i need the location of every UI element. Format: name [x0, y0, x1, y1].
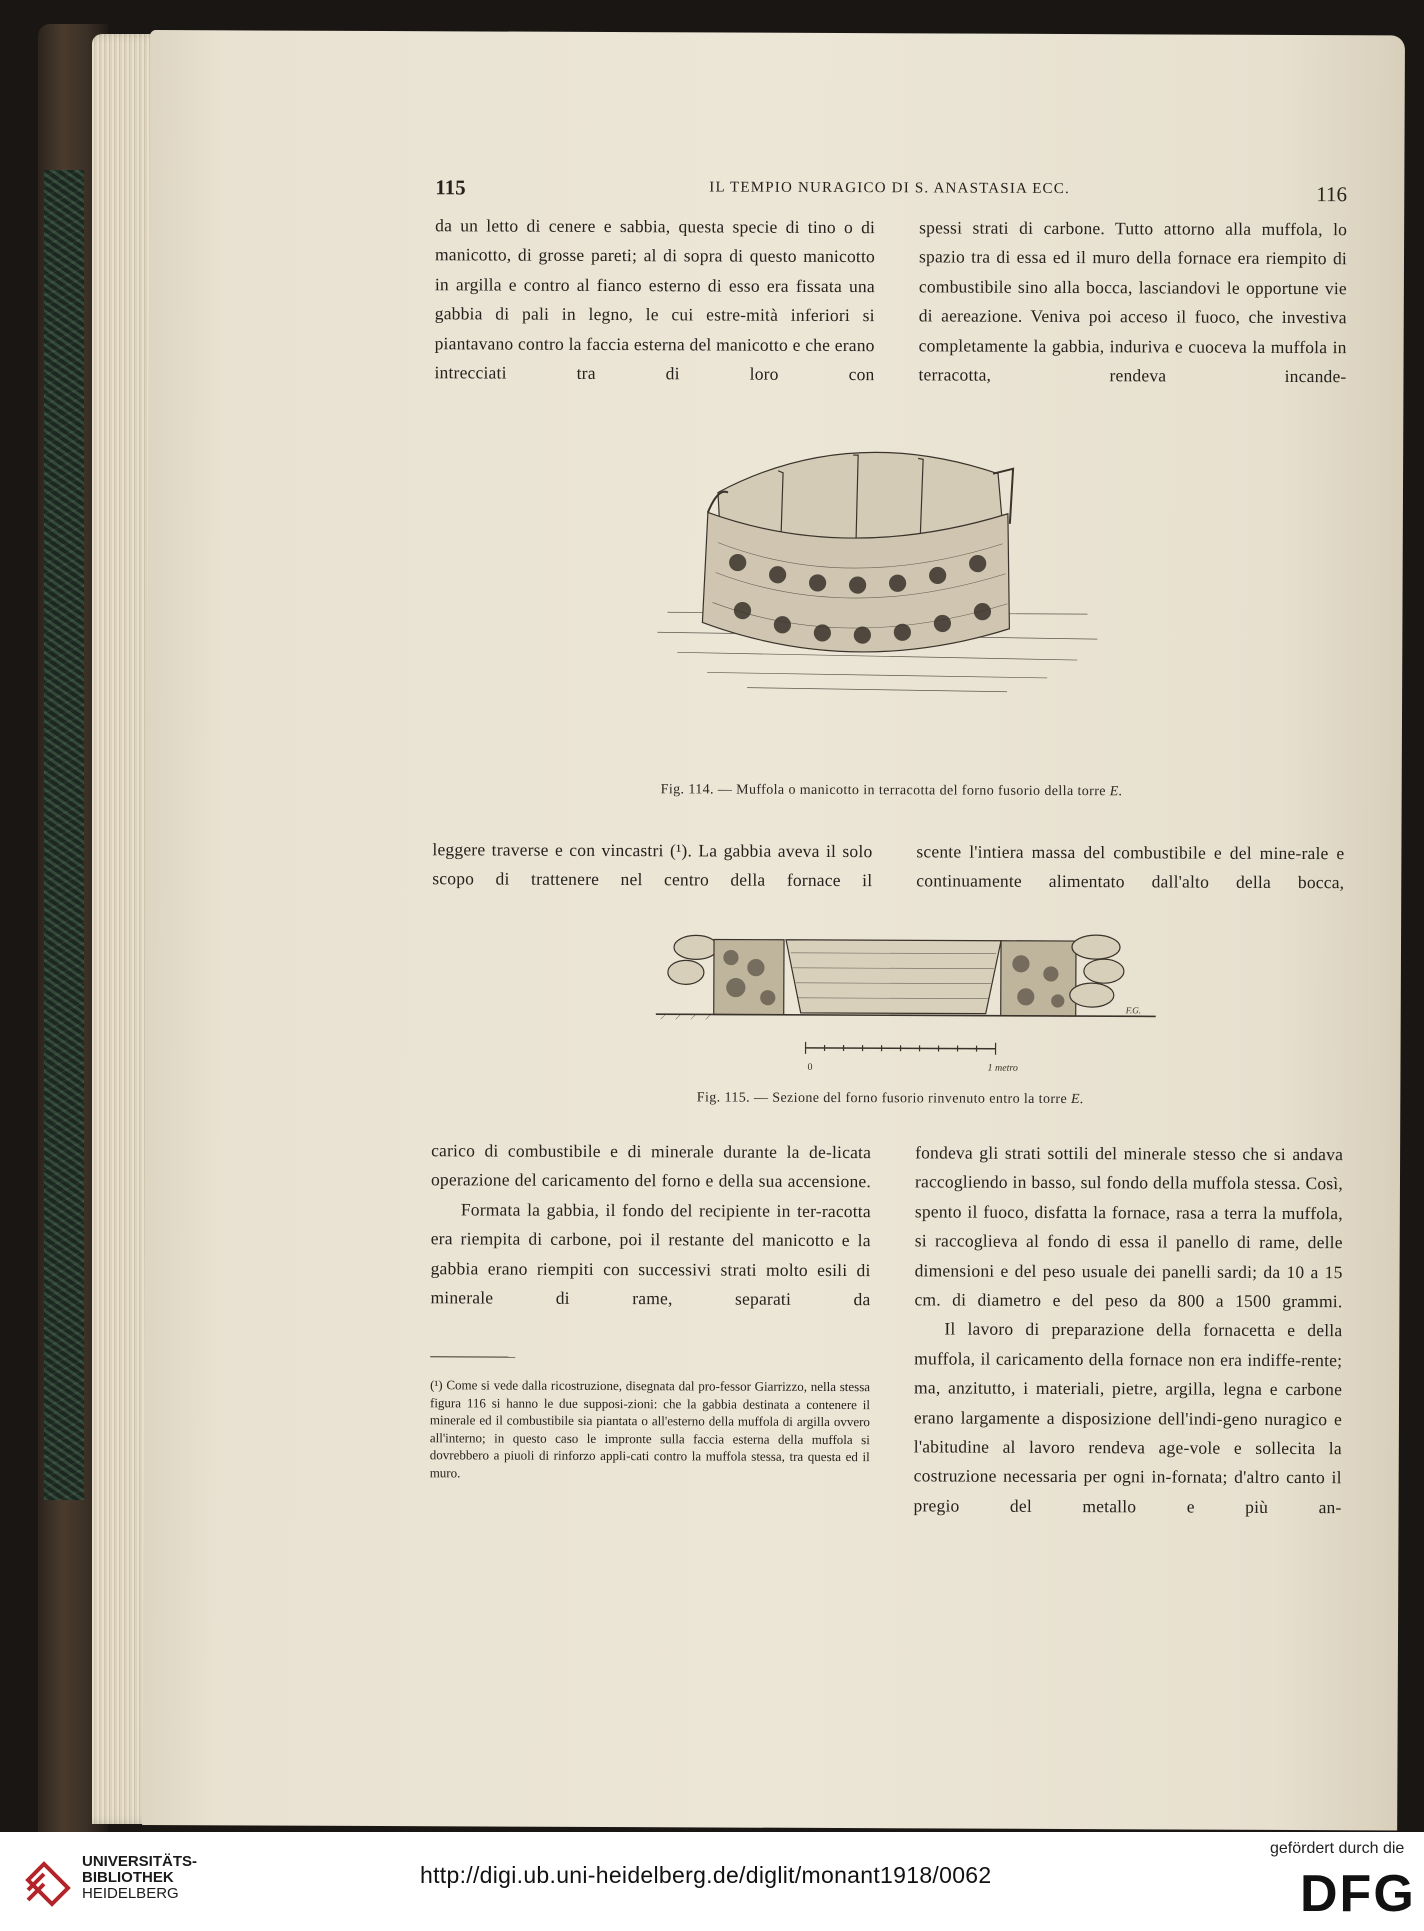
column-left-top: da un letto di cenere e sabbia, questa specie di tino o di manicotto, di grosse pareti; al di sopra di questo manicotto in argilla e contro al fianco esterno di esso era fissata una gabbia di pali in legno, le cui estre-mità inferiori si piantavano contro la faccia esterna del manicotto e che erano intrecciati tra di loro con — [434, 215, 876, 385]
library-name-line-3: HEIDELBERG — [82, 1885, 179, 1902]
book-page — [142, 30, 1405, 1830]
library-name-line-1: UNIVERSITÄTS- — [82, 1853, 198, 1870]
column-left-middle: leggere traverse e con vincastri (¹). La gabbia aveva il solo scopo di trattenere nel centro della fornace il — [432, 839, 873, 891]
figure-114-muffle-illustration — [647, 432, 1108, 704]
figure-115-label: Fig. 115. — — [696, 1090, 769, 1106]
paragraph-left-1: carico di combustibile e di minerale durante la de-licata operazione del caricamento del forno e della sua accensione. — [430, 1140, 872, 1192]
figure-115-furnace-section — [655, 927, 1156, 1079]
paragraph-right-2: Il lavoro di preparazione della fornacetta e della muffola, il caricamento della fornace non era indiffe-rente; ma, anzitutto, i materiali, pietre, argilla, legna e carbone erano largamente a disposizione dell'indi-geno nuragico e l'abitudine al lavoro rendeva age-vole e sollecita la costruzione necessaria per ogni in-fornata; d'altro canto il pregio del metallo e più an- — [913, 1318, 1343, 1518]
paragraph-right-1: fondeva gli strati sottili del minerale stesso che si andava raccogliendo in basso, sul fondo della muffola stessa. Così, spento il fuoco, disfatta la fornace, rasa a terra la muffola, si raccoglieva al fondo di essa il panello di rame, delle dimensioni e del peso usuale dei panelli sardi; da 10 a 15 cm. di diametro e del peso da 800 a 1500 grammi. — [914, 1142, 1344, 1312]
figure-114-caption — [437, 781, 1347, 801]
scale-unit: 1 metro — [987, 1062, 1018, 1074]
page-number-right: 116 — [1316, 182, 1348, 207]
figure-114-letter: E. — [1109, 784, 1123, 800]
column-right-bottom — [914, 1138, 1344, 1522]
library-logo-icon — [22, 1850, 74, 1912]
marbled-endpaper — [44, 170, 84, 1500]
figure-115-letter: E. — [1070, 1092, 1084, 1108]
scale-zero: 0 — [807, 1061, 813, 1073]
funding-label: gefördert durch die — [1270, 1840, 1405, 1857]
library-name-line-2: BIBLIOTHEK — [82, 1869, 174, 1886]
figure-115-caption — [435, 1089, 1345, 1109]
column-left-bottom — [430, 1136, 871, 1314]
paragraph-left-2: Formata la gabbia, il fondo del recipiente in ter-racotta era riempita di carbone, poi il restante del manicotto e la gabbia erano riempiti con successivi strati molto esili di minerale di rame, separati da — [430, 1199, 871, 1310]
figure-115-text: Sezione del forno fusorio rinvenuto entro la torre — [772, 1090, 1068, 1108]
artist-mark: F.G. — [1125, 1005, 1142, 1016]
column-right-top: spessi strati di carbone. Tutto attorno alla muffola, lo spazio tra di essa ed il muro della fornace era riempito di combustibile sino alla bocca, lasciandovi le opportune vie di aereazione. Veniva poi acceso il fuoco, che investiva completamente la gabbia, induriva e cuoceva la muffola in terracotta, rendeva incande- — [918, 217, 1348, 387]
column-right-middle: scente l'intiera massa del combustibile e del mine-rale e continuamente alimentato dall'alto della bocca, — [916, 841, 1345, 893]
footnote-rule — [430, 1356, 515, 1357]
figure-114-text: Muffola o manicotto in terracotta del forno fusorio della torre — [736, 782, 1106, 800]
page-number-left: 115 — [435, 175, 466, 200]
digitization-footer — [0, 1832, 1424, 1931]
dfg-logo: DFG — [1300, 1865, 1416, 1923]
library-name — [82, 1854, 197, 1902]
figure-114-label: Fig. 114. — — [660, 782, 733, 798]
permalink-url[interactable]: http://digi.ub.uni-heidelberg.de/diglit/monant1918/0062 — [420, 1862, 992, 1888]
footnote: (¹) Come si vede dalla ricostruzione, disegnata dal pro-fessor Giarrizzo, nella stessa figura 116 si hanno le due supposi-zioni: che la gabbia destinata a contenere il minerale ed il combustibile sia piantata o all'esterno della muffola di argilla ovvero all'interno; in questo caso le impronte sulla faccia esterna della muffola si dovrebbero a piuoli di rinforzo appli-cati contro la muffola stessa, tra questa ed il muro. — [429, 1377, 871, 1481]
running-title: IL TEMPIO NURAGICO DI S. ANASTASIA ECC. — [709, 179, 1070, 198]
